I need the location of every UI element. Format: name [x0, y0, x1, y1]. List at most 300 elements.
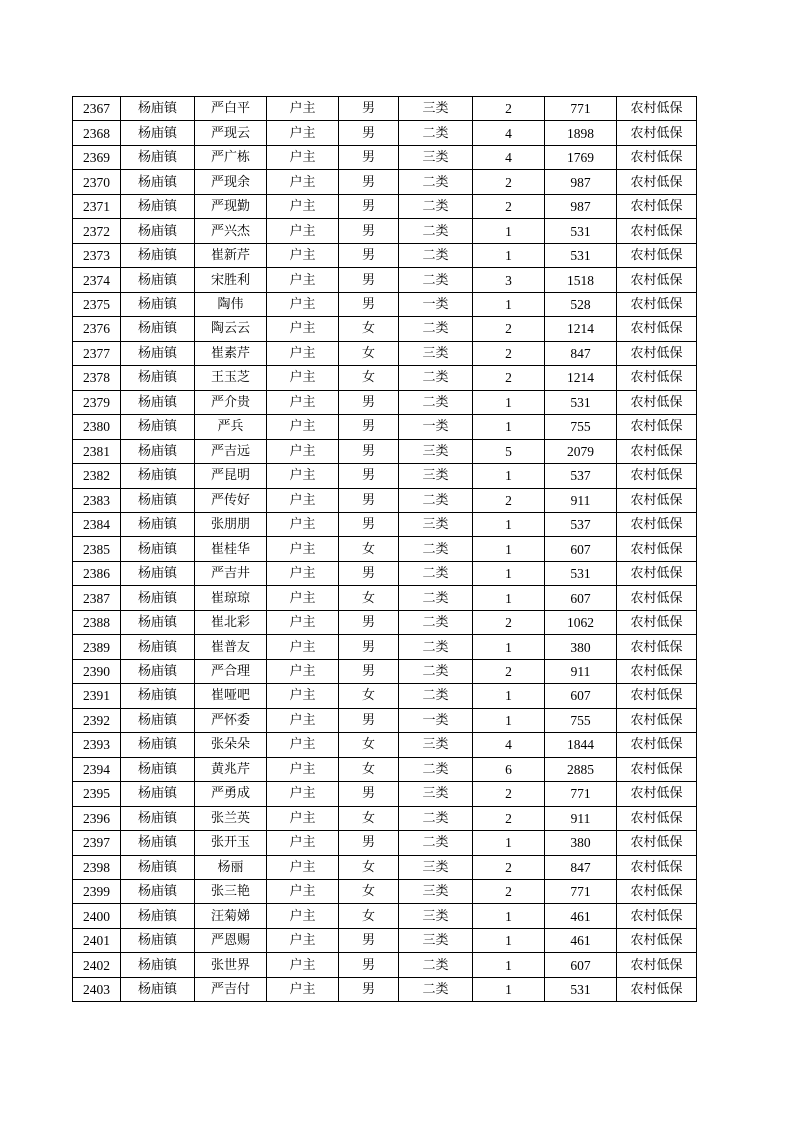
program-cell: 农村低保 [617, 341, 697, 365]
relation-cell: 户主 [267, 733, 339, 757]
relation-cell: 户主 [267, 953, 339, 977]
category-cell: 二类 [399, 219, 473, 243]
household-size-cell: 4 [473, 733, 545, 757]
table-row [73, 684, 697, 708]
name-cell: 严兵 [195, 415, 267, 439]
name-cell: 严怀委 [195, 708, 267, 732]
township-cell: 杨庙镇 [121, 537, 195, 561]
table-row [73, 855, 697, 879]
name-cell: 张三艳 [195, 880, 267, 904]
category-cell: 二类 [399, 170, 473, 194]
gender-cell: 男 [339, 292, 399, 316]
relation-cell: 户主 [267, 757, 339, 781]
name-cell: 严吉井 [195, 561, 267, 585]
table-row [73, 292, 697, 316]
program-cell: 农村低保 [617, 708, 697, 732]
household-size-cell: 2 [473, 782, 545, 806]
amount-cell: 847 [545, 341, 617, 365]
category-cell: 二类 [399, 806, 473, 830]
township-cell: 杨庙镇 [121, 806, 195, 830]
category-cell: 二类 [399, 659, 473, 683]
name-cell: 汪菊娣 [195, 904, 267, 928]
household-size-cell: 1 [473, 953, 545, 977]
gender-cell: 女 [339, 684, 399, 708]
household-size-cell: 1 [473, 219, 545, 243]
table-row [73, 733, 697, 757]
name-cell: 陶云云 [195, 317, 267, 341]
category-cell: 二类 [399, 366, 473, 390]
record-number-cell: 2374 [73, 268, 121, 292]
record-number-cell: 2403 [73, 977, 121, 1001]
record-number-cell: 2387 [73, 586, 121, 610]
program-cell: 农村低保 [617, 268, 697, 292]
amount-cell: 531 [545, 561, 617, 585]
township-cell: 杨庙镇 [121, 268, 195, 292]
category-cell: 二类 [399, 561, 473, 585]
relation-cell: 户主 [267, 904, 339, 928]
township-cell: 杨庙镇 [121, 561, 195, 585]
relation-cell: 户主 [267, 390, 339, 414]
name-cell: 严吉远 [195, 439, 267, 463]
record-number-cell: 2390 [73, 659, 121, 683]
record-number-cell: 2386 [73, 561, 121, 585]
name-cell: 崔琼琼 [195, 586, 267, 610]
relation-cell: 户主 [267, 219, 339, 243]
record-number-cell: 2402 [73, 953, 121, 977]
program-cell: 农村低保 [617, 586, 697, 610]
amount-cell: 537 [545, 464, 617, 488]
household-size-cell: 2 [473, 610, 545, 634]
gender-cell: 男 [339, 635, 399, 659]
program-cell: 农村低保 [617, 733, 697, 757]
household-size-cell: 1 [473, 977, 545, 1001]
gender-cell: 男 [339, 928, 399, 952]
household-size-cell: 2 [473, 194, 545, 218]
gender-cell: 男 [339, 782, 399, 806]
township-cell: 杨庙镇 [121, 243, 195, 267]
category-cell: 二类 [399, 194, 473, 218]
amount-cell: 771 [545, 880, 617, 904]
category-cell: 二类 [399, 317, 473, 341]
program-cell: 农村低保 [617, 635, 697, 659]
name-cell: 严勇成 [195, 782, 267, 806]
record-number-cell: 2381 [73, 439, 121, 463]
table-row [73, 561, 697, 585]
record-number-cell: 2372 [73, 219, 121, 243]
table-row [73, 977, 697, 1001]
program-cell: 农村低保 [617, 561, 697, 585]
household-size-cell: 1 [473, 537, 545, 561]
township-cell: 杨庙镇 [121, 855, 195, 879]
category-cell: 三类 [399, 97, 473, 121]
township-cell: 杨庙镇 [121, 512, 195, 536]
township-cell: 杨庙镇 [121, 170, 195, 194]
record-number-cell: 2376 [73, 317, 121, 341]
gender-cell: 女 [339, 733, 399, 757]
category-cell: 二类 [399, 953, 473, 977]
name-cell: 崔北彩 [195, 610, 267, 634]
table-row [73, 170, 697, 194]
township-cell: 杨庙镇 [121, 415, 195, 439]
table-row [73, 904, 697, 928]
gender-cell: 男 [339, 610, 399, 634]
township-cell: 杨庙镇 [121, 953, 195, 977]
gender-cell: 男 [339, 708, 399, 732]
program-cell: 农村低保 [617, 831, 697, 855]
amount-cell: 1898 [545, 121, 617, 145]
table-row [73, 928, 697, 952]
record-number-cell: 2380 [73, 415, 121, 439]
relation-cell: 户主 [267, 341, 339, 365]
name-cell: 严昆明 [195, 464, 267, 488]
category-cell: 三类 [399, 782, 473, 806]
gender-cell: 男 [339, 268, 399, 292]
household-size-cell: 2 [473, 317, 545, 341]
name-cell: 严介贵 [195, 390, 267, 414]
amount-cell: 771 [545, 97, 617, 121]
program-cell: 农村低保 [617, 439, 697, 463]
amount-cell: 1518 [545, 268, 617, 292]
relation-cell: 户主 [267, 512, 339, 536]
table-row [73, 537, 697, 561]
township-cell: 杨庙镇 [121, 928, 195, 952]
household-size-cell: 2 [473, 341, 545, 365]
relation-cell: 户主 [267, 145, 339, 169]
program-cell: 农村低保 [617, 977, 697, 1001]
program-cell: 农村低保 [617, 537, 697, 561]
gender-cell: 女 [339, 880, 399, 904]
relation-cell: 户主 [267, 708, 339, 732]
household-size-cell: 1 [473, 684, 545, 708]
category-cell: 三类 [399, 733, 473, 757]
household-size-cell: 5 [473, 439, 545, 463]
township-cell: 杨庙镇 [121, 439, 195, 463]
name-cell: 严合理 [195, 659, 267, 683]
gender-cell: 女 [339, 855, 399, 879]
amount-cell: 911 [545, 806, 617, 830]
program-cell: 农村低保 [617, 97, 697, 121]
name-cell: 张朋朋 [195, 512, 267, 536]
amount-cell: 911 [545, 659, 617, 683]
program-cell: 农村低保 [617, 170, 697, 194]
table-row [73, 97, 697, 121]
table-row [73, 194, 697, 218]
category-cell: 三类 [399, 145, 473, 169]
record-number-cell: 2379 [73, 390, 121, 414]
relation-cell: 户主 [267, 488, 339, 512]
record-number-cell: 2377 [73, 341, 121, 365]
relation-cell: 户主 [267, 880, 339, 904]
table-row [73, 219, 697, 243]
gender-cell: 男 [339, 243, 399, 267]
household-size-cell: 2 [473, 366, 545, 390]
program-cell: 农村低保 [617, 219, 697, 243]
amount-cell: 1844 [545, 733, 617, 757]
record-number-cell: 2375 [73, 292, 121, 316]
amount-cell: 755 [545, 415, 617, 439]
program-cell: 农村低保 [617, 243, 697, 267]
program-cell: 农村低保 [617, 953, 697, 977]
table-row [73, 757, 697, 781]
program-cell: 农村低保 [617, 782, 697, 806]
household-size-cell: 2 [473, 488, 545, 512]
gender-cell: 女 [339, 341, 399, 365]
record-number-cell: 2392 [73, 708, 121, 732]
household-size-cell: 1 [473, 243, 545, 267]
household-size-cell: 2 [473, 855, 545, 879]
table-row [73, 243, 697, 267]
relation-cell: 户主 [267, 831, 339, 855]
township-cell: 杨庙镇 [121, 194, 195, 218]
name-cell: 严广栋 [195, 145, 267, 169]
relation-cell: 户主 [267, 586, 339, 610]
name-cell: 张兰英 [195, 806, 267, 830]
amount-cell: 1214 [545, 366, 617, 390]
name-cell: 宋胜利 [195, 268, 267, 292]
table-row [73, 708, 697, 732]
name-cell: 崔哑吧 [195, 684, 267, 708]
household-size-cell: 1 [473, 415, 545, 439]
relation-cell: 户主 [267, 317, 339, 341]
household-size-cell: 6 [473, 757, 545, 781]
record-number-cell: 2382 [73, 464, 121, 488]
amount-cell: 461 [545, 928, 617, 952]
record-number-cell: 2384 [73, 512, 121, 536]
amount-cell: 531 [545, 219, 617, 243]
table-row [73, 145, 697, 169]
category-cell: 一类 [399, 292, 473, 316]
amount-cell: 1769 [545, 145, 617, 169]
township-cell: 杨庙镇 [121, 659, 195, 683]
program-cell: 农村低保 [617, 880, 697, 904]
category-cell: 二类 [399, 757, 473, 781]
gender-cell: 男 [339, 194, 399, 218]
household-size-cell: 1 [473, 928, 545, 952]
amount-cell: 771 [545, 782, 617, 806]
township-cell: 杨庙镇 [121, 488, 195, 512]
table-row [73, 317, 697, 341]
gender-cell: 女 [339, 366, 399, 390]
gender-cell: 男 [339, 561, 399, 585]
relation-cell: 户主 [267, 97, 339, 121]
category-cell: 一类 [399, 415, 473, 439]
assistance-roster-table [72, 96, 697, 1002]
relation-cell: 户主 [267, 855, 339, 879]
gender-cell: 女 [339, 806, 399, 830]
name-cell: 严现余 [195, 170, 267, 194]
category-cell: 三类 [399, 512, 473, 536]
program-cell: 农村低保 [617, 610, 697, 634]
amount-cell: 531 [545, 390, 617, 414]
gender-cell: 女 [339, 904, 399, 928]
category-cell: 二类 [399, 610, 473, 634]
household-size-cell: 1 [473, 586, 545, 610]
relation-cell: 户主 [267, 121, 339, 145]
category-cell: 三类 [399, 341, 473, 365]
name-cell: 王玉芝 [195, 366, 267, 390]
record-number-cell: 2391 [73, 684, 121, 708]
table-row [73, 610, 697, 634]
program-cell: 农村低保 [617, 488, 697, 512]
relation-cell: 户主 [267, 268, 339, 292]
name-cell: 严现云 [195, 121, 267, 145]
name-cell: 严恩赐 [195, 928, 267, 952]
household-size-cell: 3 [473, 268, 545, 292]
name-cell: 陶伟 [195, 292, 267, 316]
table-row [73, 415, 697, 439]
name-cell: 严白平 [195, 97, 267, 121]
amount-cell: 607 [545, 586, 617, 610]
category-cell: 一类 [399, 708, 473, 732]
township-cell: 杨庙镇 [121, 586, 195, 610]
household-size-cell: 1 [473, 831, 545, 855]
name-cell: 崔桂华 [195, 537, 267, 561]
program-cell: 农村低保 [617, 415, 697, 439]
household-size-cell: 2 [473, 97, 545, 121]
gender-cell: 男 [339, 439, 399, 463]
program-cell: 农村低保 [617, 928, 697, 952]
record-number-cell: 2399 [73, 880, 121, 904]
record-number-cell: 2385 [73, 537, 121, 561]
amount-cell: 607 [545, 537, 617, 561]
program-cell: 农村低保 [617, 512, 697, 536]
household-size-cell: 1 [473, 561, 545, 585]
township-cell: 杨庙镇 [121, 145, 195, 169]
amount-cell: 380 [545, 635, 617, 659]
gender-cell: 男 [339, 145, 399, 169]
table-row [73, 366, 697, 390]
program-cell: 农村低保 [617, 904, 697, 928]
table-row [73, 268, 697, 292]
township-cell: 杨庙镇 [121, 97, 195, 121]
record-number-cell: 2396 [73, 806, 121, 830]
amount-cell: 1062 [545, 610, 617, 634]
township-cell: 杨庙镇 [121, 219, 195, 243]
table-row [73, 586, 697, 610]
record-number-cell: 2378 [73, 366, 121, 390]
category-cell: 二类 [399, 977, 473, 1001]
category-cell: 三类 [399, 928, 473, 952]
record-number-cell: 2371 [73, 194, 121, 218]
name-cell: 黄兆芹 [195, 757, 267, 781]
category-cell: 二类 [399, 390, 473, 414]
township-cell: 杨庙镇 [121, 757, 195, 781]
relation-cell: 户主 [267, 439, 339, 463]
program-cell: 农村低保 [617, 806, 697, 830]
name-cell: 杨丽 [195, 855, 267, 879]
amount-cell: 531 [545, 243, 617, 267]
name-cell: 崔普友 [195, 635, 267, 659]
table-row [73, 390, 697, 414]
name-cell: 张开玉 [195, 831, 267, 855]
township-cell: 杨庙镇 [121, 317, 195, 341]
gender-cell: 男 [339, 390, 399, 414]
relation-cell: 户主 [267, 928, 339, 952]
relation-cell: 户主 [267, 243, 339, 267]
relation-cell: 户主 [267, 464, 339, 488]
category-cell: 二类 [399, 243, 473, 267]
household-size-cell: 1 [473, 904, 545, 928]
category-cell: 三类 [399, 464, 473, 488]
township-cell: 杨庙镇 [121, 977, 195, 1001]
program-cell: 农村低保 [617, 121, 697, 145]
gender-cell: 女 [339, 317, 399, 341]
name-cell: 严传好 [195, 488, 267, 512]
program-cell: 农村低保 [617, 855, 697, 879]
relation-cell: 户主 [267, 415, 339, 439]
township-cell: 杨庙镇 [121, 880, 195, 904]
category-cell: 二类 [399, 537, 473, 561]
household-size-cell: 1 [473, 390, 545, 414]
relation-cell: 户主 [267, 684, 339, 708]
amount-cell: 987 [545, 194, 617, 218]
table-row [73, 659, 697, 683]
record-number-cell: 2400 [73, 904, 121, 928]
household-size-cell: 1 [473, 512, 545, 536]
township-cell: 杨庙镇 [121, 292, 195, 316]
relation-cell: 户主 [267, 782, 339, 806]
program-cell: 农村低保 [617, 659, 697, 683]
table-row [73, 464, 697, 488]
gender-cell: 男 [339, 415, 399, 439]
relation-cell: 户主 [267, 194, 339, 218]
household-size-cell: 4 [473, 121, 545, 145]
table-row [73, 806, 697, 830]
record-number-cell: 2401 [73, 928, 121, 952]
program-cell: 农村低保 [617, 390, 697, 414]
household-size-cell: 2 [473, 880, 545, 904]
record-number-cell: 2373 [73, 243, 121, 267]
township-cell: 杨庙镇 [121, 831, 195, 855]
category-cell: 二类 [399, 635, 473, 659]
amount-cell: 987 [545, 170, 617, 194]
name-cell: 严吉付 [195, 977, 267, 1001]
township-cell: 杨庙镇 [121, 390, 195, 414]
table-row [73, 880, 697, 904]
household-size-cell: 2 [473, 806, 545, 830]
township-cell: 杨庙镇 [121, 904, 195, 928]
amount-cell: 1214 [545, 317, 617, 341]
category-cell: 三类 [399, 439, 473, 463]
gender-cell: 男 [339, 464, 399, 488]
gender-cell: 女 [339, 586, 399, 610]
record-number-cell: 2383 [73, 488, 121, 512]
category-cell: 三类 [399, 904, 473, 928]
gender-cell: 女 [339, 757, 399, 781]
program-cell: 农村低保 [617, 145, 697, 169]
gender-cell: 男 [339, 121, 399, 145]
amount-cell: 2079 [545, 439, 617, 463]
program-cell: 农村低保 [617, 464, 697, 488]
relation-cell: 户主 [267, 806, 339, 830]
category-cell: 二类 [399, 684, 473, 708]
gender-cell: 女 [339, 537, 399, 561]
amount-cell: 2885 [545, 757, 617, 781]
gender-cell: 男 [339, 977, 399, 1001]
household-size-cell: 4 [473, 145, 545, 169]
roster-body [73, 97, 697, 1002]
township-cell: 杨庙镇 [121, 708, 195, 732]
amount-cell: 461 [545, 904, 617, 928]
relation-cell: 户主 [267, 610, 339, 634]
township-cell: 杨庙镇 [121, 733, 195, 757]
category-cell: 三类 [399, 855, 473, 879]
name-cell: 严现勤 [195, 194, 267, 218]
record-number-cell: 2389 [73, 635, 121, 659]
relation-cell: 户主 [267, 292, 339, 316]
name-cell: 张朵朵 [195, 733, 267, 757]
name-cell: 崔素芹 [195, 341, 267, 365]
